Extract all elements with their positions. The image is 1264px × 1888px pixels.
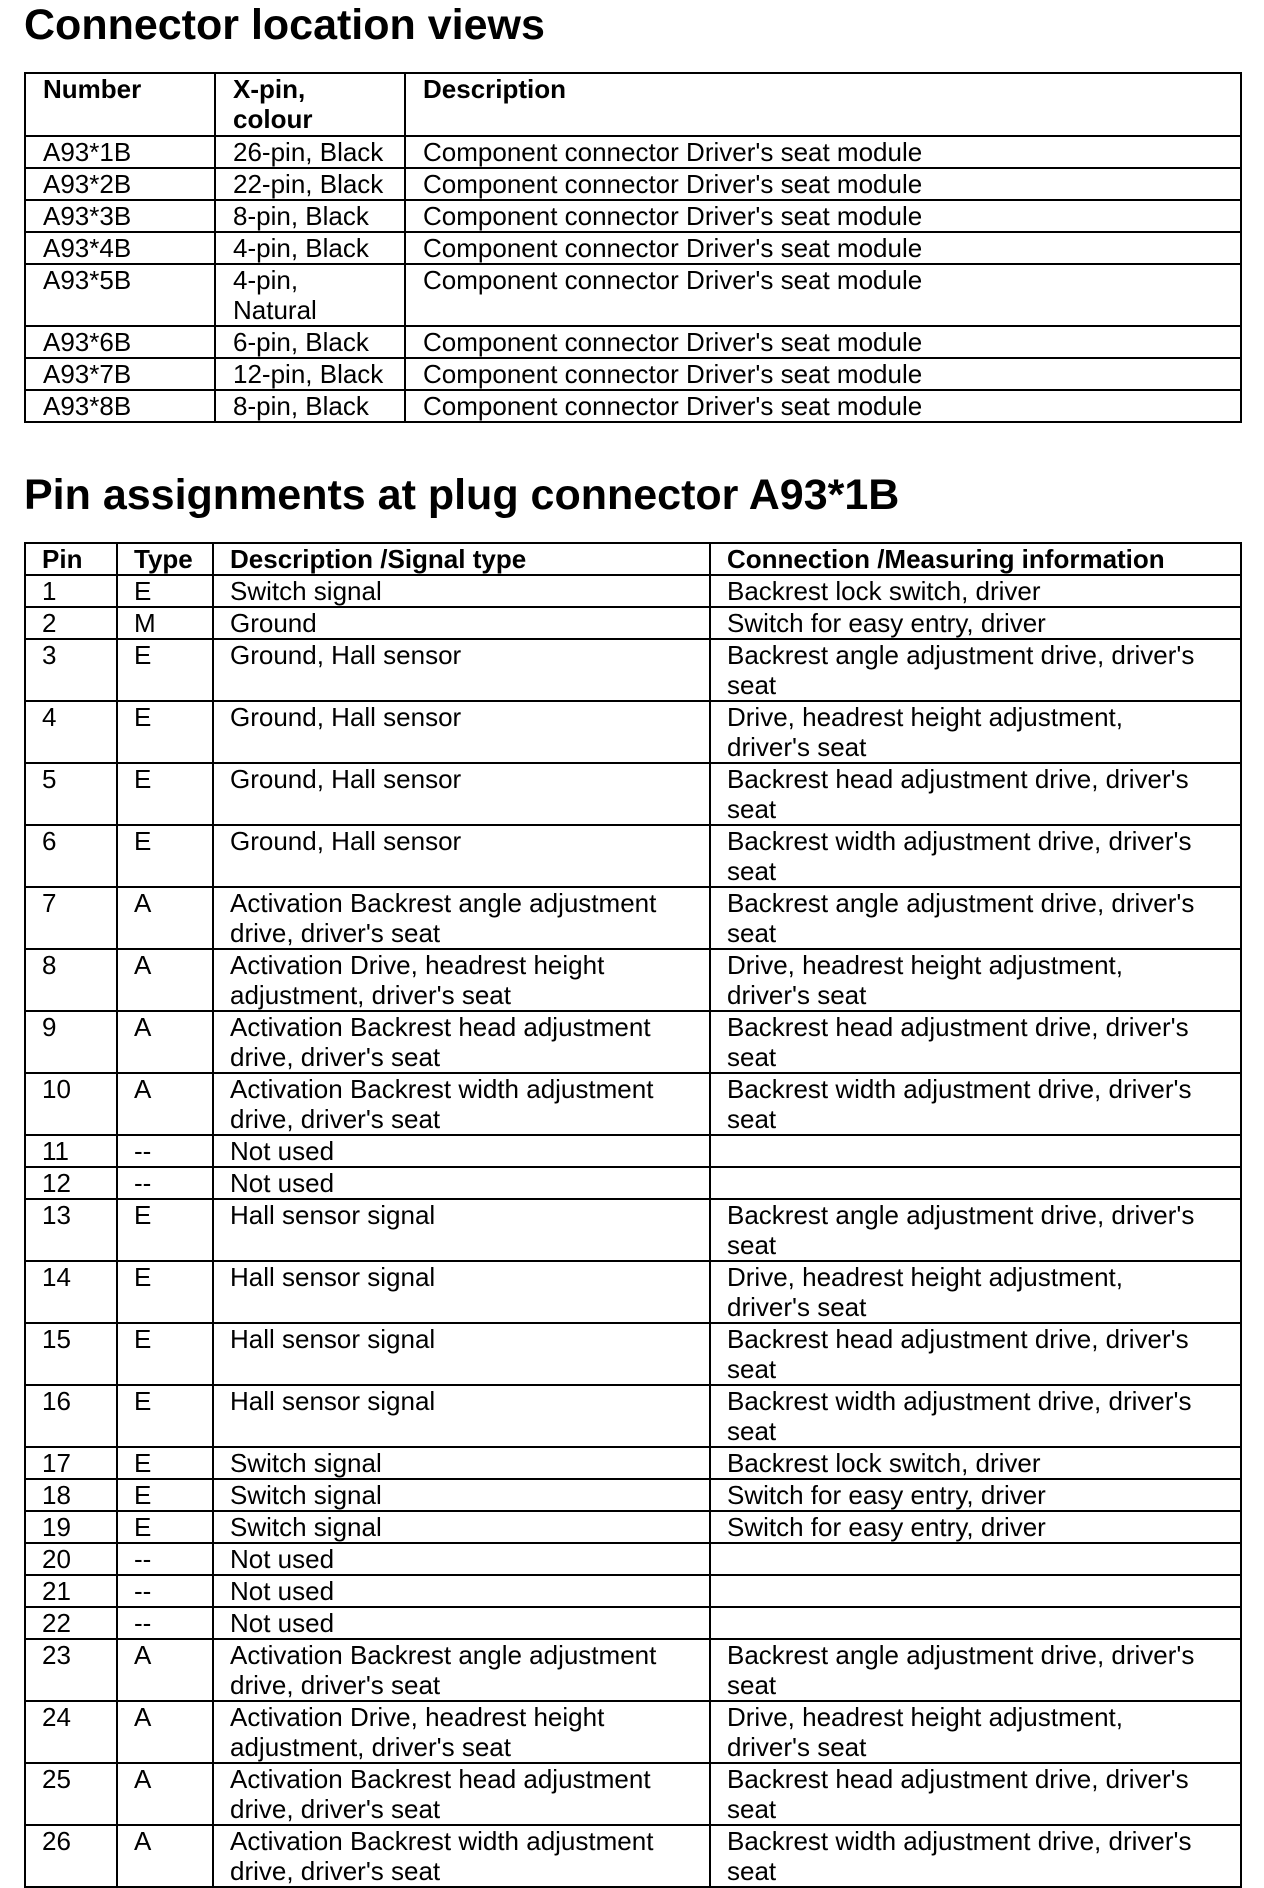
pin-connection xyxy=(710,1575,1241,1607)
pin-number: 23 xyxy=(25,1639,117,1701)
connector-row xyxy=(25,232,1241,264)
pin-connection xyxy=(710,1543,1241,1575)
pin-type: A xyxy=(117,887,213,949)
pin-number: 25 xyxy=(25,1763,117,1825)
connector-row xyxy=(25,358,1241,390)
pin-number: 17 xyxy=(25,1447,117,1479)
pin-signal-description: Activation Backrest head adjustment drive, driver's seat xyxy=(213,1763,710,1825)
pin-type: A xyxy=(117,1011,213,1073)
pin-row xyxy=(25,607,1241,639)
connector-number: A93*1B xyxy=(25,136,215,168)
pin-type: E xyxy=(117,1447,213,1479)
pin-type: -- xyxy=(117,1543,213,1575)
pin-row xyxy=(25,1323,1241,1385)
pin-row xyxy=(25,1825,1241,1887)
pin-row xyxy=(25,701,1241,763)
pin-signal-description: Ground, Hall sensor xyxy=(213,701,710,763)
pin-row xyxy=(25,1199,1241,1261)
pin-signal-description: Activation Drive, headrest height adjustment, driver's seat xyxy=(213,1701,710,1763)
connector-description: Component connector Driver's seat module xyxy=(405,264,1241,326)
pin-connection: Drive, headrest height adjustment, driver's seat xyxy=(710,949,1241,1011)
pin-row xyxy=(25,1701,1241,1763)
connector-row xyxy=(25,200,1241,232)
pin-row xyxy=(25,575,1241,607)
pin-connection: Backrest width adjustment drive, driver's seat xyxy=(710,1073,1241,1135)
pin-number: 13 xyxy=(25,1199,117,1261)
pin-row xyxy=(25,1167,1241,1199)
pin-number: 22 xyxy=(25,1607,117,1639)
pin-type: -- xyxy=(117,1575,213,1607)
pin-signal-description: Hall sensor signal xyxy=(213,1323,710,1385)
header-description: Description xyxy=(405,73,1241,136)
connector-description: Component connector Driver's seat module xyxy=(405,168,1241,200)
pin-type: -- xyxy=(117,1607,213,1639)
connector-xpin-colour: 8-pin, Black xyxy=(215,390,405,422)
pin-number: 6 xyxy=(25,825,117,887)
pin-type: E xyxy=(117,1261,213,1323)
pin-number: 11 xyxy=(25,1135,117,1167)
pin-number: 10 xyxy=(25,1073,117,1135)
pin-type: E xyxy=(117,1385,213,1447)
pin-connection: Backrest angle adjustment drive, driver's seat xyxy=(710,887,1241,949)
pin-number: 24 xyxy=(25,1701,117,1763)
connector-description: Component connector Driver's seat module xyxy=(405,232,1241,264)
header-xpin-line2: colour xyxy=(233,104,313,134)
connector-description: Component connector Driver's seat module xyxy=(405,326,1241,358)
pin-connection xyxy=(710,1607,1241,1639)
pin-connection: Switch for easy entry, driver xyxy=(710,1479,1241,1511)
pin-row xyxy=(25,1479,1241,1511)
pin-connection xyxy=(710,1167,1241,1199)
connector-description: Component connector Driver's seat module xyxy=(405,358,1241,390)
connector-row xyxy=(25,326,1241,358)
pin-connection: Backrest head adjustment drive, driver's seat xyxy=(710,763,1241,825)
pin-signal-description: Hall sensor signal xyxy=(213,1261,710,1323)
header-type: Type xyxy=(117,543,213,575)
pin-type: M xyxy=(117,607,213,639)
header-xpin-line1: X-pin, xyxy=(233,74,306,104)
pin-table xyxy=(24,542,1242,1888)
pin-table-header xyxy=(25,543,1241,575)
pin-type: E xyxy=(117,1199,213,1261)
pin-row xyxy=(25,763,1241,825)
pin-signal-description: Activation Drive, headrest height adjustment, driver's seat xyxy=(213,949,710,1011)
pin-signal-description: Activation Backrest width adjustment drive, driver's seat xyxy=(213,1825,710,1887)
pin-connection: Backrest width adjustment drive, driver's seat xyxy=(710,1385,1241,1447)
connector-table-header xyxy=(25,73,1241,136)
pin-signal-description: Ground, Hall sensor xyxy=(213,639,710,701)
pin-number: 4 xyxy=(25,701,117,763)
pin-signal-description: Ground xyxy=(213,607,710,639)
connector-number: A93*6B xyxy=(25,326,215,358)
connector-number: A93*4B xyxy=(25,232,215,264)
connector-xpin-colour: 6-pin, Black xyxy=(215,326,405,358)
pin-row xyxy=(25,887,1241,949)
pin-row xyxy=(25,825,1241,887)
header-xpin-colour xyxy=(215,73,405,136)
pin-number: 16 xyxy=(25,1385,117,1447)
pin-signal-description: Hall sensor signal xyxy=(213,1199,710,1261)
pin-type: A xyxy=(117,1763,213,1825)
connector-number: A93*7B xyxy=(25,358,215,390)
pin-connection: Backrest angle adjustment drive, driver's seat xyxy=(710,1639,1241,1701)
pin-type: A xyxy=(117,1639,213,1701)
pin-connection: Backrest angle adjustment drive, driver's seat xyxy=(710,1199,1241,1261)
pin-row xyxy=(25,1543,1241,1575)
pin-signal-description: Activation Backrest head adjustment drive, driver's seat xyxy=(213,1011,710,1073)
pin-row xyxy=(25,1763,1241,1825)
pin-number: 26 xyxy=(25,1825,117,1887)
connector-xpin-colour: 4-pin, Black xyxy=(215,232,405,264)
header-pin: Pin xyxy=(25,543,117,575)
pin-row xyxy=(25,1073,1241,1135)
pin-connection: Backrest angle adjustment drive, driver's seat xyxy=(710,639,1241,701)
pin-connection: Drive, headrest height adjustment, driver's seat xyxy=(710,1701,1241,1763)
pin-connection: Backrest width adjustment drive, driver's seat xyxy=(710,1825,1241,1887)
header-number: Number xyxy=(25,73,215,136)
pin-signal-description: Switch signal xyxy=(213,575,710,607)
pin-connection: Backrest lock switch, driver xyxy=(710,575,1241,607)
pin-type: -- xyxy=(117,1135,213,1167)
pin-connection: Backrest head adjustment drive, driver's seat xyxy=(710,1011,1241,1073)
pin-signal-description: Not used xyxy=(213,1135,710,1167)
pin-connection: Switch for easy entry, driver xyxy=(710,607,1241,639)
pin-type: E xyxy=(117,575,213,607)
pin-signal-description: Activation Backrest width adjustment drive, driver's seat xyxy=(213,1073,710,1135)
pin-type: E xyxy=(117,1323,213,1385)
pin-number: 9 xyxy=(25,1011,117,1073)
connector-number: A93*5B xyxy=(25,264,215,326)
connector-description: Component connector Driver's seat module xyxy=(405,136,1241,168)
connector-row xyxy=(25,390,1241,422)
pin-row xyxy=(25,1011,1241,1073)
connector-description: Component connector Driver's seat module xyxy=(405,200,1241,232)
pin-type: E xyxy=(117,1511,213,1543)
pin-type: A xyxy=(117,1825,213,1887)
connector-row xyxy=(25,264,1241,326)
pin-connection: Backrest head adjustment drive, driver's seat xyxy=(710,1763,1241,1825)
pin-signal-description: Not used xyxy=(213,1543,710,1575)
pin-type: A xyxy=(117,949,213,1011)
pin-connection: Backrest head adjustment drive, driver's seat xyxy=(710,1323,1241,1385)
pin-type: A xyxy=(117,1073,213,1135)
pin-number: 19 xyxy=(25,1511,117,1543)
pin-row xyxy=(25,639,1241,701)
pin-signal-description: Ground, Hall sensor xyxy=(213,825,710,887)
pin-signal-description: Ground, Hall sensor xyxy=(213,763,710,825)
connector-xpin-colour: 4-pin, Natural xyxy=(215,264,405,326)
pin-row xyxy=(25,1575,1241,1607)
pin-connection: Backrest width adjustment drive, driver's seat xyxy=(710,825,1241,887)
pin-number: 14 xyxy=(25,1261,117,1323)
pin-signal-description: Switch signal xyxy=(213,1511,710,1543)
pin-signal-description: Hall sensor signal xyxy=(213,1385,710,1447)
pin-row xyxy=(25,1135,1241,1167)
pin-type: E xyxy=(117,1479,213,1511)
pin-row xyxy=(25,949,1241,1011)
pin-row xyxy=(25,1447,1241,1479)
pin-row xyxy=(25,1607,1241,1639)
pin-signal-description: Not used xyxy=(213,1575,710,1607)
pin-row xyxy=(25,1639,1241,1701)
connector-number: A93*2B xyxy=(25,168,215,200)
pin-number: 21 xyxy=(25,1575,117,1607)
pin-number: 20 xyxy=(25,1543,117,1575)
connector-description: Component connector Driver's seat module xyxy=(405,390,1241,422)
pin-row xyxy=(25,1385,1241,1447)
pin-number: 7 xyxy=(25,887,117,949)
pin-signal-description: Not used xyxy=(213,1607,710,1639)
pin-connection: Drive, headrest height adjustment, driver's seat xyxy=(710,1261,1241,1323)
pin-type: E xyxy=(117,825,213,887)
pin-signal-description: Activation Backrest angle adjustment drive, driver's seat xyxy=(213,1639,710,1701)
pin-type: -- xyxy=(117,1167,213,1199)
pin-section-title: Pin assignments at plug connector A93*1B xyxy=(24,471,900,519)
connector-row xyxy=(25,136,1241,168)
connector-xpin-colour: 12-pin, Black xyxy=(215,358,405,390)
pin-connection xyxy=(710,1135,1241,1167)
connector-row xyxy=(25,168,1241,200)
pin-row xyxy=(25,1511,1241,1543)
header-signal-description: Description /Signal type xyxy=(213,543,710,575)
pin-signal-description: Not used xyxy=(213,1167,710,1199)
pin-number: 12 xyxy=(25,1167,117,1199)
connector-table xyxy=(24,72,1242,423)
connector-xpin-colour: 8-pin, Black xyxy=(215,200,405,232)
pin-number: 18 xyxy=(25,1479,117,1511)
pin-signal-description: Switch signal xyxy=(213,1479,710,1511)
pin-number: 15 xyxy=(25,1323,117,1385)
pin-number: 3 xyxy=(25,639,117,701)
header-connection: Connection /Measuring information xyxy=(710,543,1241,575)
pin-number: 2 xyxy=(25,607,117,639)
pin-connection: Backrest lock switch, driver xyxy=(710,1447,1241,1479)
pin-signal-description: Activation Backrest angle adjustment drive, driver's seat xyxy=(213,887,710,949)
pin-row xyxy=(25,1261,1241,1323)
pin-number: 1 xyxy=(25,575,117,607)
pin-type: E xyxy=(117,639,213,701)
pin-number: 5 xyxy=(25,763,117,825)
pin-signal-description: Switch signal xyxy=(213,1447,710,1479)
pin-type: E xyxy=(117,701,213,763)
pin-connection: Switch for easy entry, driver xyxy=(710,1511,1241,1543)
pin-type: E xyxy=(117,763,213,825)
connector-section-title: Connector location views xyxy=(24,1,545,49)
connector-xpin-colour: 26-pin, Black xyxy=(215,136,405,168)
pin-type: A xyxy=(117,1701,213,1763)
pin-connection: Drive, headrest height adjustment, driver's seat xyxy=(710,701,1241,763)
connector-xpin-colour: 22-pin, Black xyxy=(215,168,405,200)
connector-number: A93*3B xyxy=(25,200,215,232)
pin-number: 8 xyxy=(25,949,117,1011)
connector-number: A93*8B xyxy=(25,390,215,422)
